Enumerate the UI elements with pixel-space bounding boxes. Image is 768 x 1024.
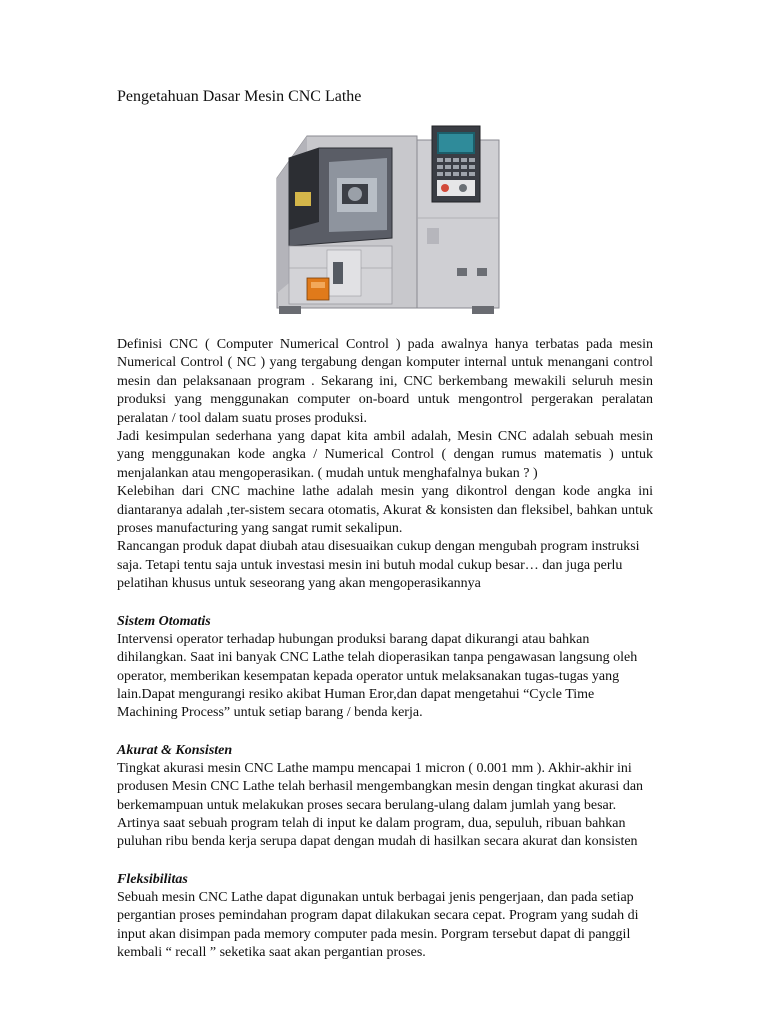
intro-paragraph-conclusion: Jadi kesimpulan sederhana yang dapat kita ambil adalah, Mesin CNC adalah sebuah mesin yang menggunakan kode angka / Numerical Control ( dengan rumus matematis ) untuk menjalankan atau mengoperasikan. ( mudah untuk menghafalnya bukan ? ) — [117, 429, 653, 481]
intro-paragraph-definition: Definisi CNC ( Computer Numerical Control ) pada awalnya hanya terbatas pada mesin Numerical Control ( NC ) yang tergabung dengan komputer internal untuk menangani control mesin dan pelaksanaan program . Sekarang ini, CNC berkembang mewakili seluruh mesin produksi yang menggunakan computer on-board untuk mengontrol pergerakan peralatan peralatan / tool dalam suatu proses produksi. — [117, 337, 653, 426]
section-text-sistem-otomatis: Intervensi operator terhadap hubungan produksi barang dapat dikurangi atau bahkan dihilangkan. Saat ini banyak CNC Lathe telah dioperasikan tanpa pengawasan langsung oleh operator, memberikan kesempatan kepada operator untuk melaksanakan tugas-tugas yang lain.Dapat mengurangi resiko akibat Human Eror,dan dapat mengetahui “Cycle Time Machining Process” untuk setiap barang / benda kerja. — [117, 631, 638, 721]
section-text-fleksibilitas: Sebuah mesin CNC Lathe dapat digunakan untuk berbagai jenis pengerjaan, dan pada setiap pergantian proses pemindahan program dapat dilakukan secara cepat. Program yang sudah di input akan disimpan pada memory computer pada mesin. Porgram tersebut dapat di panggil kembali “ recall ” seketika saat akan pergantian proses. — [117, 889, 639, 960]
section-heading-sistem-otomatis: Sistem Otomatis — [117, 613, 211, 629]
section-heading-akurat-konsisten: Akurat & Konsisten — [117, 742, 233, 758]
document-body — [117, 336, 653, 962]
page-title: Pengetahuan Dasar Mesin CNC Lathe — [117, 88, 362, 105]
intro-paragraph-design: Rancangan produk dapat diubah atau disesuaikan cukup dengan mengubah program instruksi saja. Tetapi tentu saja untuk investasi mesin ini butuh modal cukup besar… dan juga perlu pelatihan khusus untuk seseorang yang akan mengoperasikannya — [117, 539, 640, 592]
cnc-lathe-machine-image — [267, 118, 507, 320]
intro-paragraph-advantages: Kelebihan dari CNC machine lathe adalah mesin yang dikontrol dengan kode angka ini diantaranya adalah ,ter-sistem secara otomatis, Akurat & konsisten dan fleksibel, bahkan untuk proses manufacturing yang sangat rumit sekalipun. — [117, 484, 653, 537]
section-text-akurat-konsisten: Tingkat akurasi mesin CNC Lathe mampu mencapai 1 micron ( 0.001 mm ). Akhir-akhir ini produsen Mesin CNC Lathe telah berhasil mengembangkan mesin dengan tingkat akurasi dan berkemampuan untuk melakukan proses secara berulang-ulang dalam jumlah yang besar. Artinya saat sebuah program telah di input ke dalam program, dua, sepuluh, ribuan bahkan puluhan ribu benda kerja serupa dapat dengan mudah di hasilkan secara akurat dan konsisten — [117, 760, 644, 850]
section-heading-fleksibilitas: Fleksibilitas — [117, 871, 188, 887]
